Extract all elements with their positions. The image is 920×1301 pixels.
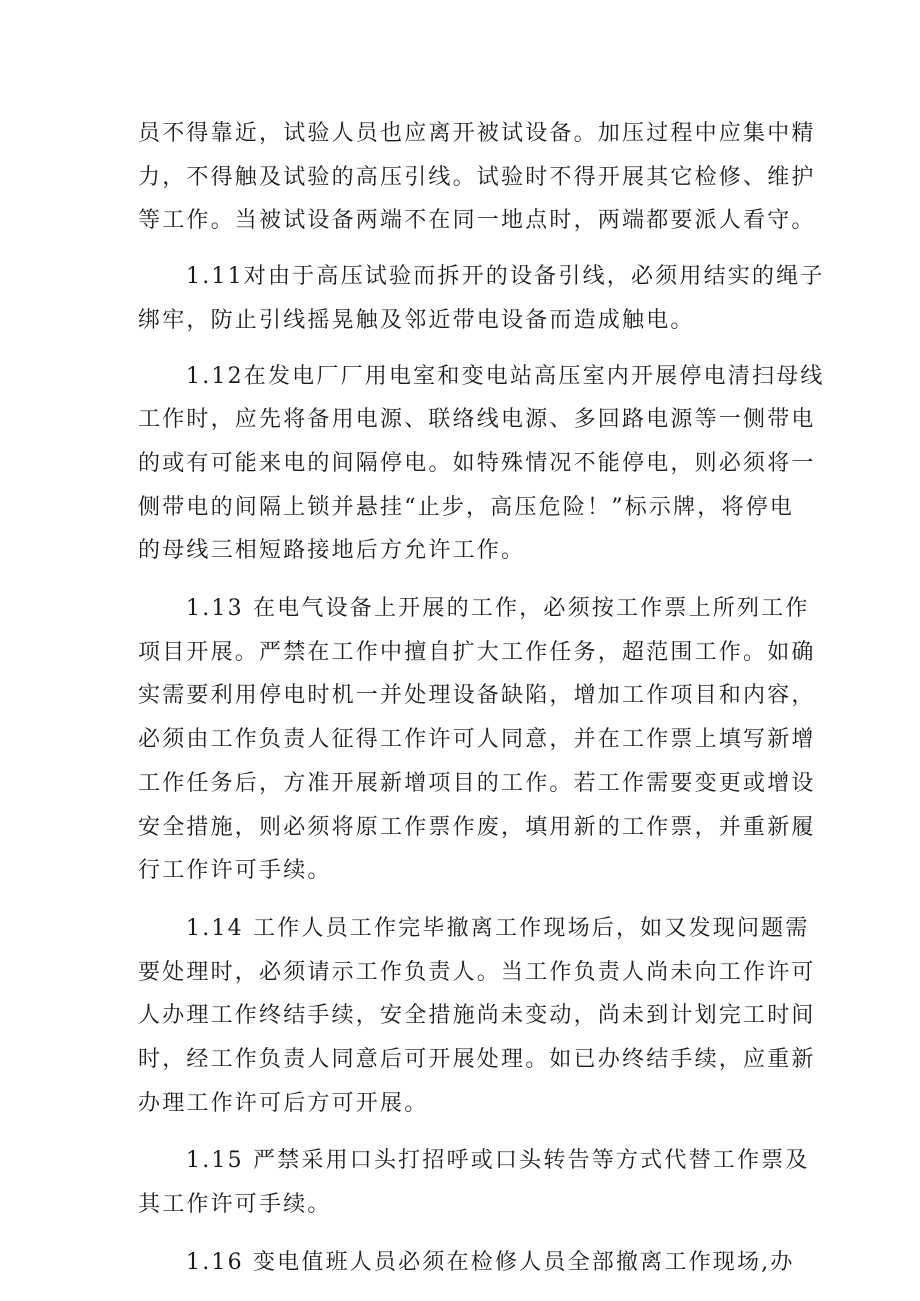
text-line: 侧带电的间隔上锁并悬挂“止步，高压危险！”标示牌，将停电	[138, 494, 795, 520]
paragraph-1-15	[138, 1139, 810, 1226]
text-line: 1.15 严禁采用口头打招呼或口头转告等方式代替工作票及	[186, 1148, 810, 1174]
text-line: 时，经工作负责人同意后可开展处理。如已办终结手续，应重新	[138, 1047, 816, 1073]
text-line: 要处理时，必须请示工作负责人。当工作负责人尚未向工作许可	[138, 959, 816, 985]
paragraph-1-14	[138, 907, 816, 1126]
paragraph-1-16	[138, 1241, 795, 1285]
text-line: 力，不得触及试验的高压引线。试验时不得开展其它检修、维护	[138, 164, 816, 190]
text-line: 1.16 变电值班人员必须在检修人员全部撤离工作现场,办	[186, 1249, 795, 1275]
text-line: 其工作许可手续。	[138, 1192, 332, 1218]
text-line: 必须由工作负责人征得工作许可人同意，并在工作票上填写新增	[138, 727, 816, 753]
text-line: 实需要利用停电时机一并处理设备缺陷，增加工作项目和内容，	[138, 683, 816, 709]
paragraph-1-12	[138, 355, 825, 574]
text-line: 1.14 工作人员工作完毕撤离工作现场后，如又发现问题需	[186, 915, 810, 941]
text-line: 1.13 在电气设备上开展的工作，必须按工作票上所列工作	[186, 596, 810, 622]
text-line: 项目开展。严禁在工作中擅自扩大工作任务，超范围工作。如确	[138, 639, 816, 665]
text-line: 绑牢，防止引线摇晃触及邻近带电设备而造成触电。	[138, 307, 695, 333]
text-line: 的母线三相短路接地后方允许工作。	[138, 538, 526, 564]
text-line: 工作时，应先将备用电源、联络线电源、多回路电源等一侧带电	[138, 407, 816, 433]
paragraph-1-13	[138, 587, 816, 893]
document-body	[138, 112, 825, 1299]
text-line: 安全措施，则必须将原工作票作废，填用新的工作票，并重新履	[138, 814, 816, 840]
text-line: 工作任务后，方准开展新增项目的工作。若工作需要变更或增设	[138, 770, 816, 796]
text-line: 行工作许可手续。	[138, 858, 332, 884]
text-line: 1.11对由于高压试验而拆开的设备引线，必须用结实的绳子	[186, 264, 825, 290]
text-line: 人办理工作终结手续，安全措施尚未变动，尚未到计划完工时间	[138, 1003, 816, 1029]
text-line: 的或有可能来电的间隔停电。如特殊情况不能停电，则必须将一	[138, 450, 816, 476]
text-line: 员不得靠近，试验人员也应离开被试设备。加压过程中应集中精	[138, 121, 816, 146]
text-line: 等工作。当被试设备两端不在同一地点时，两端都要派人看守。	[138, 208, 816, 234]
paragraph-1-11	[138, 255, 825, 342]
paragraph-continuation	[138, 112, 816, 243]
text-line: 1.12在发电厂厂用电室和变电站高压室内开展停电清扫母线	[186, 363, 825, 389]
text-line: 办理工作许可后方可开展。	[138, 1090, 429, 1116]
